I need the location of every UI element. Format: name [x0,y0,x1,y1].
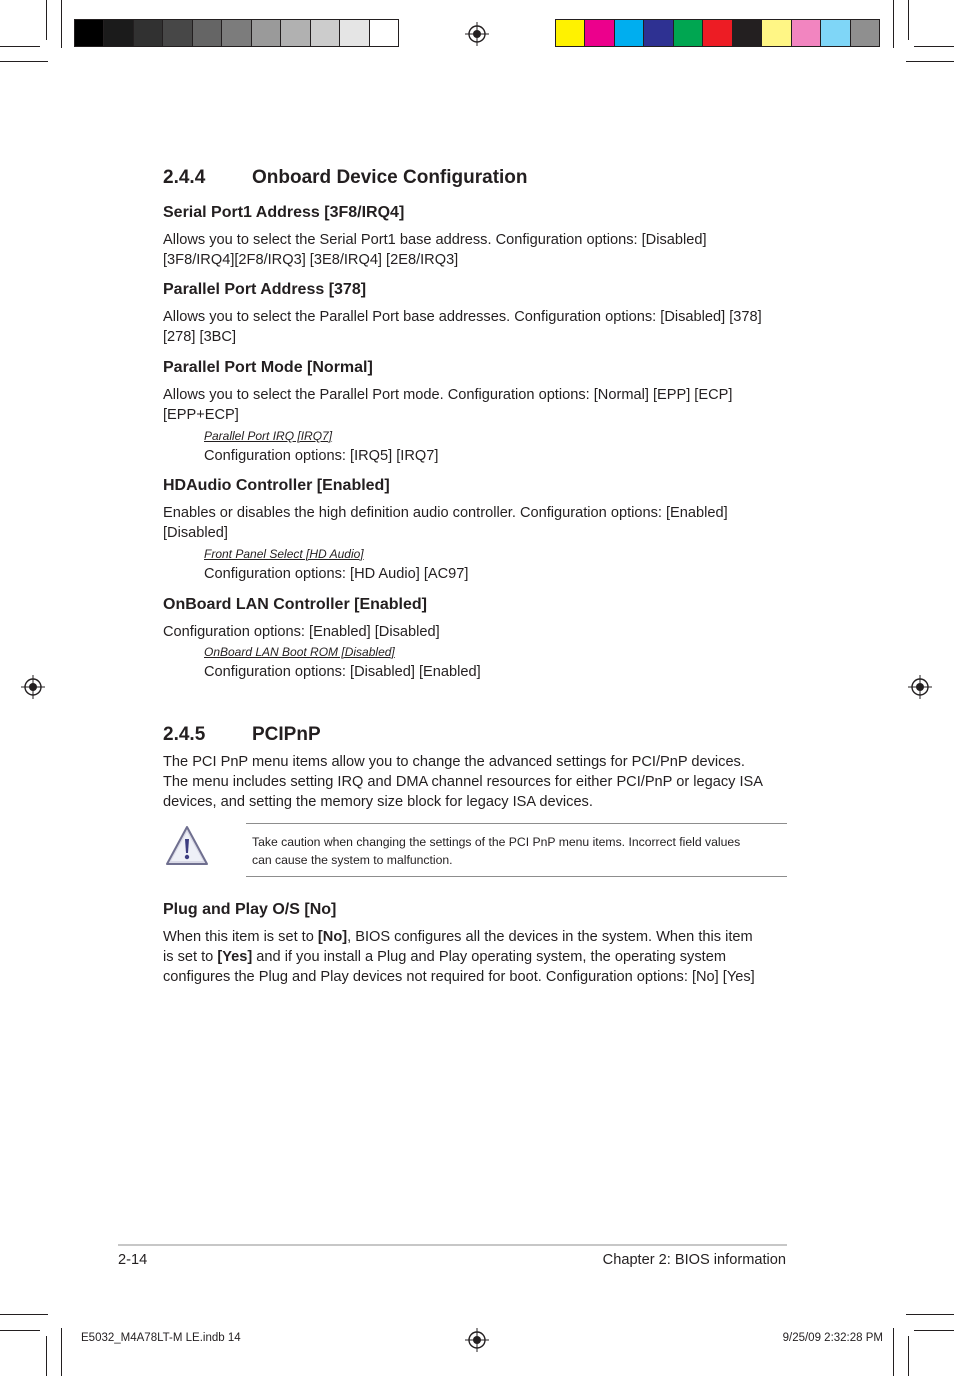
item-heading-hdaudio: HDAudio Controller [Enabled] [163,477,390,494]
gray-swatch [370,20,398,46]
subitem-body-front-panel: Configuration options: [HD Audio] [AC97] [204,566,469,582]
gray-swatch [252,20,281,46]
item-heading-plug-and-play: Plug and Play O/S [No] [163,901,337,918]
item-body-plug-and-play: When this item is set to [No], BIOS configures all the devices in the system. When this item is set to [Yes] and if you install a Plug and Play operating system, the operating system configures the Plug and Play devices not required for boot. Configuration options: [No] [Yes] [163,929,755,985]
color-swatch [821,20,850,46]
color-bar [555,19,880,47]
color-swatch [851,20,879,46]
chapter-title: Chapter 2: BIOS information [602,1252,786,1268]
item-heading-onboard-lan: OnBoard LAN Controller [Enabled] [163,596,427,613]
item-body-hdaudio: Enables or disables the high definition audio controller. Configuration options: [Enabled] [Disabled] [163,505,728,541]
caution-text: Take caution when changing the settings of the PCI PnP menu items. Incorrect field values can cause the system to malfunction. [252,835,741,867]
registration-mark-right-icon [908,675,932,699]
item-heading-serial-port: Serial Port1 Address [3F8/IRQ4] [163,204,405,221]
footer-rule [118,1244,787,1246]
color-swatch [792,20,821,46]
caution-box [246,823,787,877]
page-number: 2-14 [118,1252,148,1268]
section-number: 2.4.4 [163,167,206,188]
section-intro-pcipnp: The PCI PnP menu items allow you to change the advanced settings for PCI/PnP devices. The menu includes setting IRQ and DMA channel resources for either PCI/PnP or legacy ISA devices, and setting the memory size block for legacy ISA devices. [163,754,763,810]
color-swatch [644,20,673,46]
item-body-parallel-address: Allows you to select the Parallel Port base addresses. Configuration options: [Disabled] [378] [278] [3BC] [163,309,762,345]
item-body-onboard-lan: Configuration options: [Enabled] [Disabled] [163,624,440,640]
slug-datetime: 9/25/09 2:32:28 PM [782,1332,883,1344]
color-swatch [733,20,762,46]
subitem-title-lan-boot-rom: OnBoard LAN Boot ROM [Disabled] [204,645,395,659]
item-body-serial-port: Allows you to select the Serial Port1 base address. Configuration options: [Disabled] [3F8/IRQ4][2F8/IRQ3] [3E8/IRQ4] [2E8/IRQ3] [163,232,707,268]
section-title-onboard-device [163,167,528,189]
registration-mark-top-icon [465,22,489,46]
section-title-pcipnp [163,724,321,746]
gray-swatch [75,20,104,46]
gray-swatch [163,20,192,46]
color-swatch [674,20,703,46]
color-swatch [585,20,614,46]
subitem-title-parallel-irq: Parallel Port IRQ [IRQ7] [204,429,333,443]
color-swatch [762,20,791,46]
gray-swatch [281,20,310,46]
subitem-body-lan-boot-rom: Configuration options: [Disabled] [Enabled] [204,664,481,680]
subitem-title-front-panel: Front Panel Select [HD Audio] [204,547,364,561]
color-swatch [615,20,644,46]
section-title-text: Onboard Device Configuration [252,167,528,188]
item-body-parallel-mode: Allows you to select the Parallel Port mode. Configuration options: [Normal] [EPP] [ECP] [EPP+ECP] [163,387,733,423]
section-number: 2.4.5 [163,724,206,745]
gray-swatch [222,20,251,46]
item-heading-parallel-address: Parallel Port Address [378] [163,281,367,298]
color-swatch [556,20,585,46]
registration-mark-bottom-icon [465,1328,489,1352]
slug-filename: E5032_M4A78LT-M LE.indb 14 [81,1332,241,1344]
registration-mark-left-icon [21,675,45,699]
color-swatch [703,20,732,46]
gray-swatch [104,20,133,46]
gray-swatch [134,20,163,46]
section-title-text: PCIPnP [252,724,321,745]
warning-triangle-icon [163,823,211,869]
item-heading-parallel-mode: Parallel Port Mode [Normal] [163,359,373,376]
grayscale-bar [74,19,399,47]
subitem-body-parallel-irq: Configuration options: [IRQ5] [IRQ7] [204,448,439,464]
gray-swatch [311,20,340,46]
gray-swatch [193,20,222,46]
gray-swatch [340,20,369,46]
